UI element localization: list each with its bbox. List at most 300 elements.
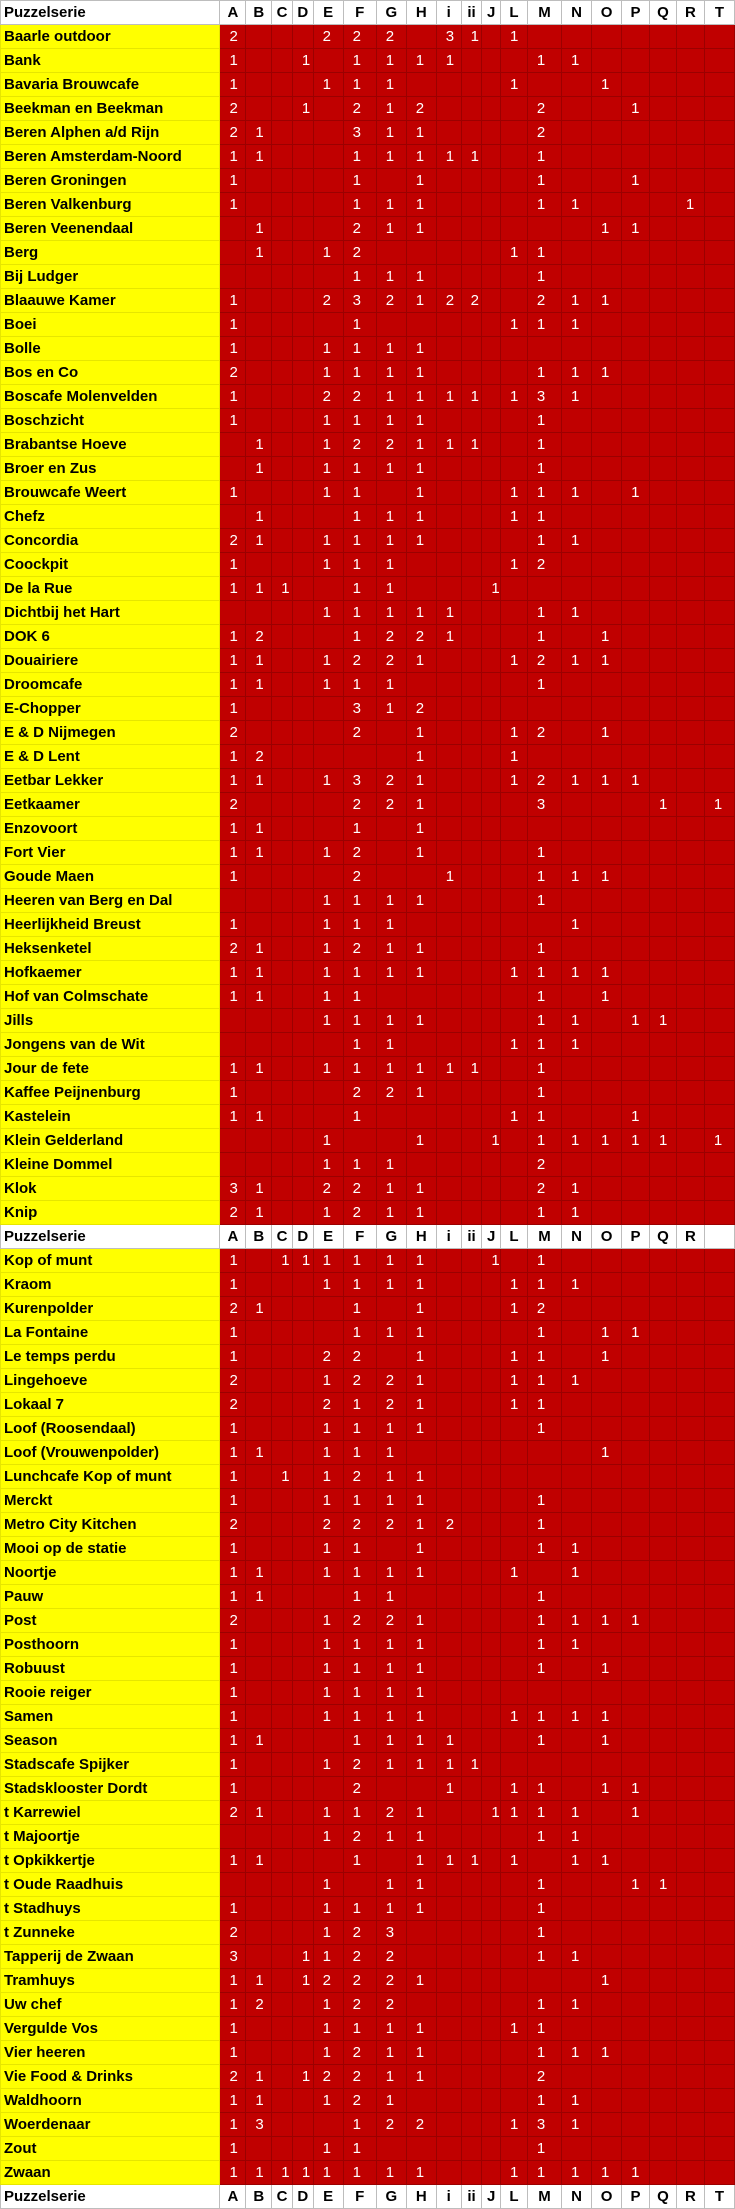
count-cell: [292, 721, 313, 745]
count-cell: [292, 1705, 313, 1729]
count-cell: [461, 649, 482, 673]
count-cell: [436, 1201, 461, 1225]
table-row: [1, 1393, 735, 1417]
count-cell: 1: [220, 2137, 246, 2161]
series-name: t Oude Raadhuis: [1, 1873, 220, 1897]
count-cell: [436, 97, 461, 121]
count-cell: [292, 433, 313, 457]
count-cell: [436, 697, 461, 721]
series-name: Brabantse Hoeve: [1, 433, 220, 457]
count-cell: 1: [220, 1105, 246, 1129]
count-cell: 1: [527, 1993, 561, 2017]
table-row: [1, 313, 735, 337]
table-row: [1, 433, 735, 457]
count-cell: [592, 1369, 622, 1393]
table-row: [1, 1033, 735, 1057]
count-cell: [272, 1633, 293, 1657]
count-cell: [500, 1465, 527, 1489]
count-cell: [482, 2113, 501, 2137]
count-cell: [676, 49, 704, 73]
count-cell: [592, 1417, 622, 1441]
count-cell: 3: [246, 2113, 272, 2137]
table-row: [1, 1321, 735, 1345]
count-cell: [406, 25, 436, 49]
column-header: R: [676, 1225, 704, 1249]
count-cell: [482, 841, 501, 865]
count-cell: [461, 793, 482, 817]
count-cell: 2: [406, 2113, 436, 2137]
count-cell: [704, 1537, 734, 1561]
count-cell: [272, 1945, 293, 1969]
count-cell: [482, 769, 501, 793]
count-cell: 1: [704, 793, 734, 817]
count-cell: [482, 1945, 501, 1969]
count-cell: 2: [527, 1297, 561, 1321]
count-cell: 1: [313, 1633, 343, 1657]
count-cell: [500, 625, 527, 649]
count-cell: [406, 985, 436, 1009]
count-cell: 1: [343, 601, 376, 625]
count-cell: 1: [343, 313, 376, 337]
count-cell: 1: [313, 1897, 343, 1921]
count-cell: [650, 817, 677, 841]
count-cell: [292, 73, 313, 97]
table-row: [1, 601, 735, 625]
count-cell: [436, 793, 461, 817]
count-cell: [482, 1297, 501, 1321]
count-cell: 2: [527, 97, 561, 121]
count-cell: [592, 817, 622, 841]
count-cell: [592, 1561, 622, 1585]
count-cell: [406, 241, 436, 265]
count-cell: 1: [527, 1897, 561, 1921]
count-cell: [676, 673, 704, 697]
count-cell: [292, 313, 313, 337]
count-cell: [500, 937, 527, 961]
count-cell: [650, 1681, 677, 1705]
count-cell: [406, 313, 436, 337]
count-cell: [292, 2137, 313, 2161]
count-cell: [313, 265, 343, 289]
count-cell: 2: [220, 1297, 246, 1321]
table-row: [1, 697, 735, 721]
count-cell: 1: [246, 985, 272, 1009]
series-name: Samen: [1, 1705, 220, 1729]
count-cell: [376, 481, 406, 505]
count-cell: [500, 2089, 527, 2113]
table-row: [1, 1945, 735, 1969]
count-cell: [461, 337, 482, 361]
count-cell: [376, 1849, 406, 1873]
count-cell: [220, 1153, 246, 1177]
count-cell: [482, 1921, 501, 1945]
count-cell: 1: [376, 601, 406, 625]
column-header: H: [406, 1, 436, 25]
count-cell: [272, 505, 293, 529]
table-row: [1, 1825, 735, 1849]
count-cell: [622, 2137, 650, 2161]
count-cell: 1: [650, 1873, 677, 1897]
column-header: F: [343, 2185, 376, 2209]
count-cell: 1: [527, 169, 561, 193]
count-cell: [527, 337, 561, 361]
count-cell: [436, 1633, 461, 1657]
count-cell: [676, 1561, 704, 1585]
count-cell: [482, 1897, 501, 1921]
count-cell: [292, 2113, 313, 2137]
count-cell: [292, 697, 313, 721]
count-cell: [622, 337, 650, 361]
count-cell: [592, 2089, 622, 2113]
count-cell: [272, 1153, 293, 1177]
count-cell: [676, 361, 704, 385]
count-cell: 1: [246, 1201, 272, 1225]
series-name: Lingehoeve: [1, 1369, 220, 1393]
count-cell: 1: [592, 73, 622, 97]
column-header: F: [343, 1225, 376, 1249]
count-cell: 1: [313, 889, 343, 913]
column-header: Q: [650, 1, 677, 25]
count-cell: [292, 2089, 313, 2113]
table-row: [1, 1753, 735, 1777]
count-cell: [704, 1969, 734, 1993]
count-cell: 1: [527, 1609, 561, 1633]
count-cell: [436, 361, 461, 385]
count-cell: [650, 361, 677, 385]
count-cell: [436, 2161, 461, 2185]
count-cell: 2: [376, 769, 406, 793]
count-cell: [376, 817, 406, 841]
series-name: Loof (Roosendaal): [1, 1417, 220, 1441]
count-cell: 2: [343, 1177, 376, 1201]
count-cell: [676, 289, 704, 313]
count-cell: [650, 1801, 677, 1825]
count-cell: 2: [527, 1177, 561, 1201]
series-name: t Majoortje: [1, 1825, 220, 1849]
table-row: [1, 1465, 735, 1489]
count-cell: [704, 673, 734, 697]
count-cell: [436, 913, 461, 937]
count-cell: 2: [343, 1609, 376, 1633]
count-cell: [292, 361, 313, 385]
count-cell: 1: [313, 601, 343, 625]
count-cell: 1: [500, 481, 527, 505]
count-cell: 1: [220, 2089, 246, 2113]
count-cell: 2: [376, 1969, 406, 1993]
count-cell: 1: [406, 1177, 436, 1201]
count-cell: 3: [343, 697, 376, 721]
count-cell: [622, 1297, 650, 1321]
count-cell: [500, 1585, 527, 1609]
series-name: Woerdenaar: [1, 2113, 220, 2137]
count-cell: 1: [562, 1633, 592, 1657]
count-cell: [246, 1249, 272, 1273]
column-header: N: [562, 1225, 592, 1249]
count-cell: [292, 1177, 313, 1201]
count-cell: 1: [527, 1369, 561, 1393]
count-cell: [650, 505, 677, 529]
count-cell: 1: [343, 1729, 376, 1753]
count-cell: [406, 2089, 436, 2113]
count-cell: [461, 889, 482, 913]
column-header: A: [220, 2185, 246, 2209]
count-cell: [676, 1009, 704, 1033]
count-cell: 2: [343, 385, 376, 409]
count-cell: 2: [220, 1801, 246, 1825]
count-cell: [482, 145, 501, 169]
count-cell: [650, 745, 677, 769]
count-cell: [500, 913, 527, 937]
count-cell: [622, 1033, 650, 1057]
count-cell: 2: [313, 289, 343, 313]
count-cell: 1: [313, 673, 343, 697]
count-cell: [562, 337, 592, 361]
count-cell: 1: [313, 433, 343, 457]
count-cell: 1: [562, 1201, 592, 1225]
count-cell: 2: [220, 1513, 246, 1537]
count-cell: 2: [220, 721, 246, 745]
count-cell: [292, 385, 313, 409]
count-cell: [650, 1921, 677, 1945]
count-cell: [482, 1585, 501, 1609]
count-cell: 1: [376, 73, 406, 97]
count-cell: 1: [436, 601, 461, 625]
count-cell: 1: [376, 1033, 406, 1057]
count-cell: [622, 385, 650, 409]
count-cell: 1: [527, 673, 561, 697]
series-name: Beren Groningen: [1, 169, 220, 193]
count-cell: [704, 1513, 734, 1537]
table-row: [1, 73, 735, 97]
column-header: E: [313, 1225, 343, 1249]
count-cell: [562, 1417, 592, 1441]
count-cell: [272, 217, 293, 241]
count-cell: 2: [343, 721, 376, 745]
table-row: [1, 2137, 735, 2161]
column-header: C: [272, 2185, 293, 2209]
count-cell: [436, 1105, 461, 1129]
count-cell: 1: [406, 1513, 436, 1537]
count-cell: [461, 1537, 482, 1561]
count-cell: 2: [220, 937, 246, 961]
count-cell: [246, 1825, 272, 1849]
table-row: [1, 1537, 735, 1561]
count-cell: [220, 505, 246, 529]
count-cell: [704, 1993, 734, 2017]
count-cell: [406, 1993, 436, 2017]
count-cell: [500, 265, 527, 289]
count-cell: 1: [527, 145, 561, 169]
count-cell: 1: [527, 241, 561, 265]
count-cell: [704, 1465, 734, 1489]
column-header: H: [406, 1225, 436, 1249]
count-cell: 1: [527, 841, 561, 865]
series-name: Coockpit: [1, 553, 220, 577]
count-cell: [622, 961, 650, 985]
count-cell: [704, 2065, 734, 2089]
count-cell: [376, 1105, 406, 1129]
count-cell: 1: [343, 913, 376, 937]
count-cell: [704, 1177, 734, 1201]
count-cell: 1: [622, 769, 650, 793]
table-row: [1, 2113, 735, 2137]
count-cell: [461, 817, 482, 841]
count-cell: 1: [376, 1057, 406, 1081]
count-cell: [482, 73, 501, 97]
count-cell: [500, 1633, 527, 1657]
count-cell: [246, 2017, 272, 2041]
header-row: [1, 2185, 735, 2209]
count-cell: [292, 169, 313, 193]
count-cell: [246, 1153, 272, 1177]
series-name: Jills: [1, 1009, 220, 1033]
count-cell: [562, 721, 592, 745]
count-cell: [292, 1585, 313, 1609]
count-cell: [461, 1249, 482, 1273]
series-name: Brouwcafe Weert: [1, 481, 220, 505]
count-cell: [482, 1633, 501, 1657]
count-cell: [650, 289, 677, 313]
count-cell: [592, 1801, 622, 1825]
count-cell: 1: [272, 577, 293, 601]
count-cell: [592, 1825, 622, 1849]
count-cell: 1: [220, 1681, 246, 1705]
count-cell: 1: [246, 433, 272, 457]
count-cell: [436, 673, 461, 697]
count-cell: [500, 1897, 527, 1921]
count-cell: 1: [220, 1273, 246, 1297]
count-cell: [292, 1345, 313, 1369]
count-cell: 1: [220, 481, 246, 505]
count-cell: [461, 577, 482, 601]
count-cell: 1: [527, 1201, 561, 1225]
count-cell: [500, 841, 527, 865]
count-cell: [650, 769, 677, 793]
count-cell: [622, 1345, 650, 1369]
count-cell: [461, 1417, 482, 1441]
count-cell: 1: [406, 409, 436, 433]
count-cell: [562, 1249, 592, 1273]
header-row: [1, 1, 735, 25]
count-cell: [482, 241, 501, 265]
count-cell: [292, 553, 313, 577]
count-cell: [272, 145, 293, 169]
count-cell: 1: [292, 2065, 313, 2089]
count-cell: [500, 1945, 527, 1969]
count-cell: 1: [406, 481, 436, 505]
count-cell: [461, 1729, 482, 1753]
count-cell: [482, 1729, 501, 1753]
count-cell: [292, 601, 313, 625]
count-cell: [482, 1369, 501, 1393]
count-cell: [436, 553, 461, 577]
count-cell: [704, 577, 734, 601]
count-cell: [592, 1513, 622, 1537]
count-cell: [704, 97, 734, 121]
count-cell: 2: [343, 97, 376, 121]
count-cell: 1: [461, 1753, 482, 1777]
count-cell: 1: [527, 1633, 561, 1657]
count-cell: [562, 1105, 592, 1129]
count-cell: [461, 1345, 482, 1369]
column-header: i: [436, 1, 461, 25]
count-cell: [220, 1825, 246, 1849]
count-cell: [704, 985, 734, 1009]
count-cell: 2: [376, 793, 406, 817]
count-cell: [527, 1969, 561, 1993]
count-cell: 1: [406, 1873, 436, 1897]
series-name: Stadsklooster Dordt: [1, 1777, 220, 1801]
count-cell: [592, 529, 622, 553]
count-cell: 1: [592, 961, 622, 985]
count-cell: [436, 313, 461, 337]
count-cell: 1: [527, 1081, 561, 1105]
count-cell: 2: [220, 529, 246, 553]
count-cell: [704, 625, 734, 649]
count-cell: [704, 1729, 734, 1753]
count-cell: 2: [313, 1393, 343, 1417]
count-cell: [592, 145, 622, 169]
count-cell: [622, 1585, 650, 1609]
count-cell: [246, 889, 272, 913]
table-row: [1, 2065, 735, 2089]
count-cell: 1: [343, 409, 376, 433]
count-cell: [500, 1177, 527, 1201]
count-cell: 1: [313, 1705, 343, 1729]
count-cell: 1: [376, 361, 406, 385]
count-cell: [592, 385, 622, 409]
count-cell: 1: [592, 1321, 622, 1345]
count-cell: 1: [562, 601, 592, 625]
table-row: [1, 1873, 735, 1897]
count-cell: [406, 2137, 436, 2161]
count-cell: 1: [406, 649, 436, 673]
count-cell: [676, 793, 704, 817]
count-cell: 1: [220, 1777, 246, 1801]
count-cell: [622, 313, 650, 337]
count-cell: 1: [461, 1057, 482, 1081]
count-cell: 2: [376, 289, 406, 313]
count-cell: [622, 1417, 650, 1441]
count-cell: [436, 817, 461, 841]
count-cell: 1: [220, 289, 246, 313]
count-cell: [562, 145, 592, 169]
count-cell: 1: [527, 1393, 561, 1417]
count-cell: 1: [527, 529, 561, 553]
count-cell: [592, 2113, 622, 2137]
count-cell: 1: [622, 1129, 650, 1153]
count-cell: [622, 1057, 650, 1081]
count-cell: [272, 793, 293, 817]
table-row: [1, 1009, 735, 1033]
count-cell: [622, 265, 650, 289]
count-cell: 1: [376, 1561, 406, 1585]
count-cell: 2: [220, 1201, 246, 1225]
count-cell: [500, 361, 527, 385]
column-header: Q: [650, 2185, 677, 2209]
count-cell: [292, 793, 313, 817]
count-cell: 1: [436, 865, 461, 889]
count-cell: 1: [592, 865, 622, 889]
table-row: [1, 529, 735, 553]
count-cell: [704, 265, 734, 289]
count-cell: [622, 1153, 650, 1177]
series-name: Chefz: [1, 505, 220, 529]
count-cell: 1: [562, 1561, 592, 1585]
count-cell: [676, 1921, 704, 1945]
count-cell: [527, 73, 561, 97]
count-cell: [313, 121, 343, 145]
